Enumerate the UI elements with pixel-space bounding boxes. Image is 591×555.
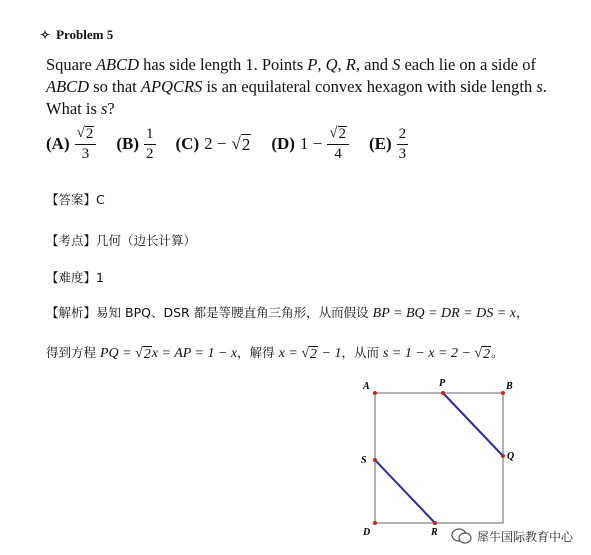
choice-e: (E) $\frac{2}{3}$ bbox=[369, 125, 407, 162]
choice-a: (A) √ 2 3 bbox=[46, 126, 96, 162]
problem-statement: Square ABCD has side length 1. Points P, Q, R, and S each lie on a side of ABCD so that APQCRS is an equilateral convex hexagon with side length s. What is s? bbox=[46, 55, 547, 118]
point-p bbox=[441, 391, 445, 395]
problem-title bbox=[40, 27, 113, 43]
segment-pq bbox=[443, 393, 503, 456]
label-q: Q bbox=[507, 451, 515, 462]
choice-b: (B) $\frac{1}{2}$ bbox=[116, 125, 154, 162]
wechat-logo-icon bbox=[451, 527, 473, 545]
watermark bbox=[451, 527, 573, 545]
analysis-line-2: 得到方程 PQ = √ 2 x = AP = 1 − x，解得 x = √ 2 − 1，从而 s = 1 − x = 2 − √ 2 。 bbox=[46, 345, 504, 362]
point-d bbox=[373, 521, 377, 525]
segment-sr bbox=[375, 460, 435, 523]
label-p: P bbox=[439, 378, 446, 389]
label-r: R bbox=[431, 527, 438, 538]
point-a bbox=[373, 391, 377, 395]
point-q bbox=[501, 454, 505, 458]
point-b bbox=[501, 391, 505, 395]
square-outline bbox=[375, 393, 503, 523]
point-r bbox=[433, 521, 437, 525]
label-s: S bbox=[361, 455, 367, 466]
label-d: D bbox=[363, 527, 371, 538]
difficulty-line: 【难度】1 bbox=[46, 270, 104, 285]
answer-choices bbox=[46, 126, 408, 162]
label-b: B bbox=[506, 381, 513, 392]
analysis-line-1: 【解析】易知 BPQ、DSR 都是等腰直角三角形，从而假设 BP = BQ = DR = DS = x， bbox=[46, 305, 529, 321]
diamond-icon: ✧ bbox=[40, 27, 51, 42]
label-a: A bbox=[363, 381, 370, 392]
topic-line: 【考点】几何（边长计算） bbox=[46, 233, 197, 248]
point-s bbox=[373, 458, 377, 462]
square-diagram bbox=[355, 375, 525, 545]
choice-c: (C) 2 − √ 2 bbox=[175, 133, 251, 154]
answer-line: 【答案】C bbox=[46, 192, 105, 207]
watermark-text: 犀牛国际教育中心 bbox=[476, 529, 573, 544]
problem-title-text: Problem 5 bbox=[56, 27, 114, 42]
choice-d: (D) 1 − √ 2 4 bbox=[271, 126, 349, 162]
